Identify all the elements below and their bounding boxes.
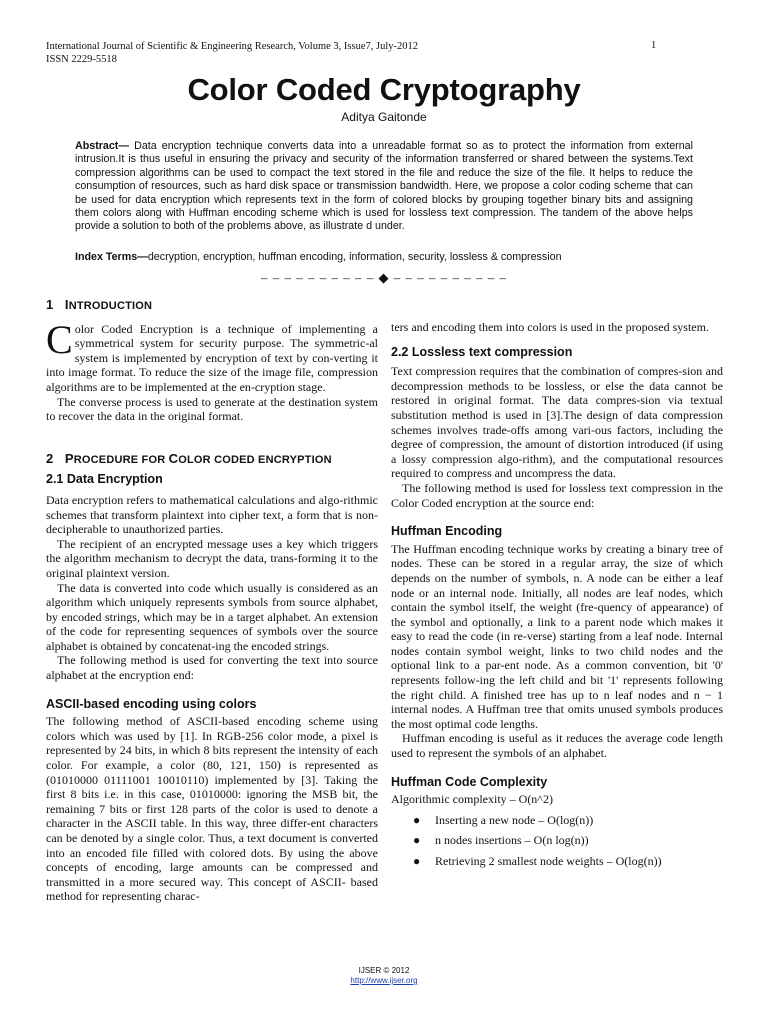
- encryption-paragraph-3: The data is converted into code which usually is considered as an algorithm which uniquely represents symbols from source alphabet, by encoded strings, which may be in a target alphabet. An extension of the code for representing sequences of symbols over the source alphabet is obtained by concatenat-ing the encoded strings.: [46, 580, 378, 653]
- footer-copyright: IJSER © 2012: [358, 966, 410, 975]
- complexity-intro: Algorithmic complexity – O(n^2): [391, 792, 553, 807]
- bullet-icon: ●: [413, 854, 421, 868]
- footer-link[interactable]: http://www.ijser.org: [350, 976, 418, 985]
- left-column: [46, 298, 378, 904]
- encryption-paragraph-4: The following method is used for converting the text into source alphabet at the encryption end:: [46, 653, 378, 683]
- subsection-heading-lossless: 2.2 Lossless text compression: [391, 344, 573, 359]
- intro-paragraph-2: The converse process is used to generate at the destination system to recover the data in the original format.: [46, 394, 378, 424]
- index-terms-label: Index Terms—: [75, 251, 148, 263]
- paper-title: Color Coded Cryptography: [187, 72, 581, 107]
- author-name: Aditya Gaitonde: [341, 110, 427, 124]
- right-column: [391, 320, 723, 875]
- journal-line: International Journal of Scientific & Engineering Research, Volume 3, Issue7, July-2012: [46, 41, 418, 52]
- encryption-paragraph-1: Data encryption refers to mathematical calculations and algo-rithmic schemes that transform plaintext into cipher text, a form that is non-decipherable to unauthorized parties.: [46, 492, 378, 537]
- list-item: ● n nodes insertions – O(n log(n)): [413, 833, 589, 848]
- running-header: [46, 40, 418, 66]
- section-heading-introduction: 1 INTRODUCTION: [46, 297, 153, 312]
- index-terms-text: decryption, encryption, huffman encoding, information, security, lossless & compression: [147, 251, 562, 263]
- encryption-paragraph-2: The recipient of an encrypted message uses a key which triggers the algorithm mechanism to decrypt the data, trans-forming it to the original plaintext version.: [46, 536, 378, 580]
- abstract: [75, 140, 693, 234]
- index-terms: [75, 251, 693, 264]
- ascii-paragraph-continued: ters and encoding them into colors is used in the proposed system.: [391, 320, 709, 334]
- lossless-paragraph-1: Text compression requires that the combination of compres-sion and decompression methods to be lossless, or else the data cannot be restored in original format. The data compres-sion via textual substitution method is used in [3].The design of data compression schemes involves trade-offs among vari-ous factors, including the degree of compression, the amount of distortion introduced (if using a lossy compression algo-rithm), and the computational resources required to compress and uncompress the data.: [391, 364, 723, 481]
- ascii-paragraph: The following method of ASCII-based encoding scheme using colors which was used by [1]. In RGB-256 color mode, a pixel is represented by 24 bits, in which 8 bits represent the intensity of each color. For example, a color (80, 121, 150) is represented as (01010000 01111001 10010110) implemented by [3]. Taking the first 8 bits i.e. in this case, 01010000: ignoring the MSB bit, the remaining 7 bits or first 128 parts of the color is used to denote a character in the ASCII table. In this way, three differ-ent characters can be denoted by a single color. Thus, a text document is converted into an encoded file filled with colored dots. By using the above concepts of encoding, large amounts can be compressed and transmitted in a more secured way. This concept of ASCII- based method for representing charac-: [46, 714, 378, 904]
- subsection-heading-data-encryption: 2.1 Data Encryption: [46, 472, 163, 487]
- list-item: ● Inserting a new node – O(log(n)): [413, 812, 594, 827]
- section-heading-procedure: 2 PROCEDURE FOR COLOR CODED ENCRYPTION: [46, 450, 332, 466]
- page-number: 1: [651, 40, 657, 51]
- bullet-icon: ●: [413, 812, 421, 827]
- subsection-heading-ascii: ASCII-based encoding using colors: [46, 696, 257, 711]
- subsection-heading-complexity: Huffman Code Complexity: [391, 774, 548, 789]
- subsection-heading-huffman: Huffman Encoding: [391, 524, 503, 539]
- bullet-icon: ●: [413, 833, 421, 848]
- list-item: ● Retrieving 2 smallest node weights – O(log(n)): [413, 854, 662, 868]
- drop-cap: C: [46, 316, 73, 362]
- complexity-list: [391, 813, 723, 869]
- abstract-text: Data encryption technique converts data into a unreadable format so as to protect the information from external intrusion.It is thus useful in ensuring the privacy and security of the information transferred or shared between the systems.Text compression algorithms can be used to compact the text stored in the file and reduce the size of the file. It helps to reduce the consumption of resources, such as hard disk space or transmission bandwidth. Here, we propose a color coding scheme that can be used for data encryption which represents text in the form of colored blocks by grouping together binary bits and assigning them colors along with Huffman encoding scheme which is used for lossless text compression. The tandem of the above helps provide a solution to both of the problems above, as illustrate d under.: [75, 140, 693, 233]
- page-footer: [0, 966, 768, 986]
- huffman-paragraph-2: Huffman encoding is useful as it reduces the average code length used to represent the symbols of an alphabet.: [391, 731, 723, 761]
- issn: ISSN 2229-5518: [46, 54, 117, 65]
- section-separator: – – – – – – – – – – ◆ – – – – – – – – – –: [261, 270, 507, 285]
- huffman-paragraph-1: The Huffman encoding technique works by creating a binary tree of nodes. These can be stored in a regular array, the size of which depends on the number of symbols, n. A node can be either a leaf node or an internal node. Initially, all nodes are leaf nodes, which contain the symbol itself, the weight (fre-quency of appearance) of the symbol and optionally, a link to a parent node which makes it easy to read the code (in re-verse) starting from a leaf node. Internal nodes contain symbol weight, links to two child nodes and the optional link to a par-ent node. As a common convention, bit '0' represents follow-ing the left child and bit '1' represents following the right child. A finished tree has up to n leaf nodes and n − 1 internal nodes. A Huffman tree that omits unused symbols produces the most optimal code lengths.: [391, 541, 723, 731]
- lossless-paragraph-2: The following method is used for lossless text compression in the Color Coded encryption at the source end:: [391, 480, 723, 510]
- intro-paragraph-1: Color Coded Encryption is a technique of implementing a symmetrical system for security purpose. The symmetric-al system is implemented by encryption of text by con-verting it into image format. To reduce the size of the image file, compression algorithms are to be implemented at the en-cryption stage.: [46, 316, 378, 394]
- abstract-label: Abstract—: [75, 140, 130, 152]
